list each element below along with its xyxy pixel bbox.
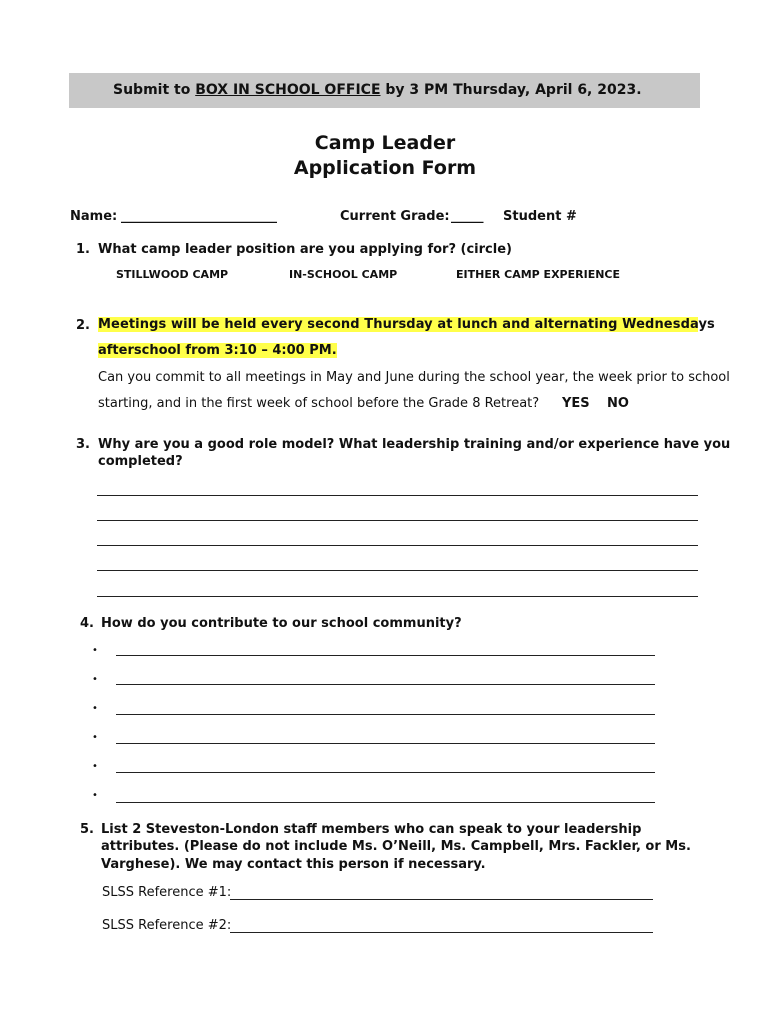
reference-2-field[interactable] <box>230 932 653 933</box>
q4-answer-line[interactable] <box>116 714 655 715</box>
q1-number: 1. <box>76 242 90 257</box>
q4-text: How do you contribute to our school community? <box>101 616 462 631</box>
q2-body-line1: Can you commit to all meetings in May and June during the school year, the week prior to school <box>98 370 730 385</box>
q3-answer-line[interactable] <box>97 545 698 546</box>
q4-answer-line[interactable] <box>116 655 655 656</box>
q3-answer-line[interactable] <box>97 570 698 571</box>
q5-number: 5. <box>80 822 94 837</box>
reference-2-label: SLSS Reference #2: <box>102 918 232 933</box>
reference-1-label: SLSS Reference #1: <box>102 885 232 900</box>
student-number-label: Student # <box>503 209 577 224</box>
yes-option[interactable]: YES <box>562 396 590 411</box>
q3-number: 3. <box>76 437 90 452</box>
grade-field[interactable]: _____ <box>451 209 484 224</box>
banner-location: BOX IN SCHOOL OFFICE <box>195 82 381 98</box>
q5-text-line3: Varghese). We may contact this person if necessary. <box>101 857 486 872</box>
q3-answer-line[interactable] <box>97 520 698 521</box>
banner-prefix: Submit to <box>113 82 196 98</box>
submission-banner <box>69 73 700 108</box>
banner-suffix: by 3 PM Thursday, April 6, 2023. <box>380 82 642 98</box>
option-in-school-camp[interactable]: IN-SCHOOL CAMP <box>289 268 398 281</box>
q4-answer-line[interactable] <box>116 772 655 773</box>
q3-answer-line[interactable] <box>97 596 698 597</box>
bullet-icon: • <box>92 761 98 772</box>
q2-meetings-highlight-line1: Meetings will be held every second Thursday at lunch and alternating Wednesdays <box>98 317 715 332</box>
q3-text-line1: Why are you a good role model? What leadership training and/or experience have you <box>98 437 731 452</box>
q3-answer-line[interactable] <box>97 495 698 496</box>
q4-number: 4. <box>80 616 94 631</box>
q5-text-line1: List 2 Steveston-London staff members who can speak to your leadership <box>101 822 642 837</box>
no-option[interactable]: NO <box>607 396 629 411</box>
option-either-camp[interactable]: EITHER CAMP EXPERIENCE <box>456 268 620 281</box>
q2-number: 2. <box>76 318 90 333</box>
bullet-icon: • <box>92 703 98 714</box>
q2-meetings-highlight-line2: afterschool from 3:10 – 4:00 PM. <box>98 343 337 358</box>
q4-answer-line[interactable] <box>116 743 655 744</box>
form-title-line2: Application Form <box>293 157 477 179</box>
q3-text-line2: completed? <box>98 454 183 469</box>
option-stillwood-camp[interactable]: STILLWOOD CAMP <box>116 268 229 281</box>
name-field[interactable]: ________________________ <box>121 209 277 224</box>
q4-answer-line[interactable] <box>116 802 655 803</box>
reference-1-field[interactable] <box>230 899 653 900</box>
bullet-icon: • <box>92 790 98 801</box>
name-label: Name: <box>70 209 118 224</box>
q4-answer-line[interactable] <box>116 684 655 685</box>
q2-body-line2: starting, and in the first week of school before the Grade 8 Retreat? <box>98 396 540 411</box>
grade-label: Current Grade: <box>340 209 450 224</box>
form-title-line1: Camp Leader <box>314 132 456 154</box>
bullet-icon: • <box>92 645 98 656</box>
bullet-icon: • <box>92 732 98 743</box>
bullet-icon: • <box>92 674 98 685</box>
q5-text-line2: attributes. (Please do not include Ms. O’Neill, Ms. Campbell, Mrs. Fackler, or Ms. <box>101 839 691 854</box>
q1-text: What camp leader position are you applying for? (circle) <box>98 242 512 257</box>
